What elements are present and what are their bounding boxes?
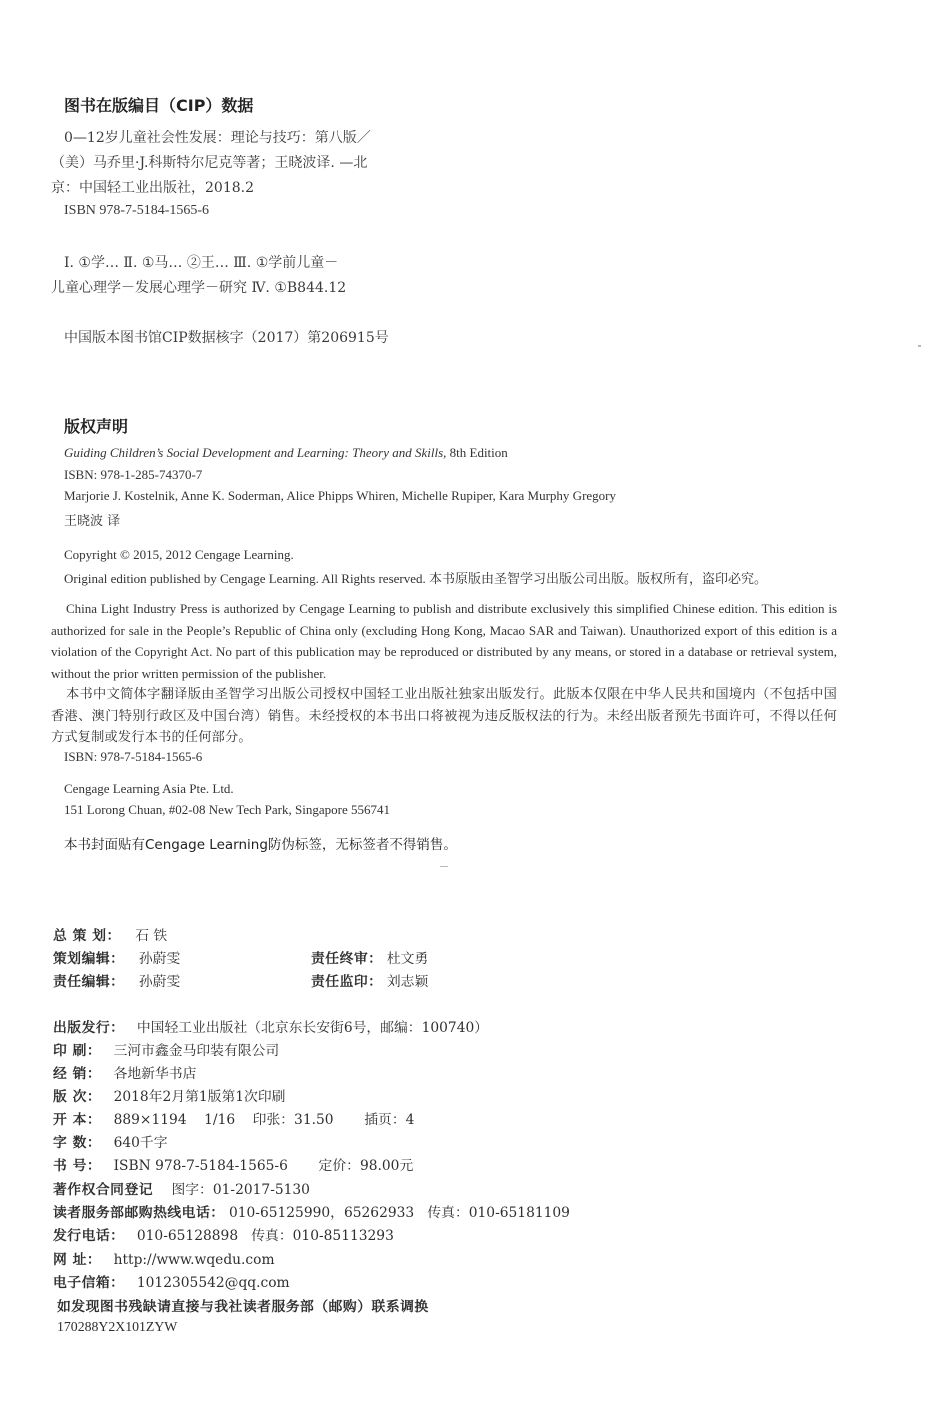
scan-mark: [440, 866, 448, 867]
translator: 王晓波 译: [64, 514, 121, 529]
imprint-value: 2018年2月第1版第1次印刷: [113, 1089, 286, 1105]
imprint-label: 书 号：: [53, 1158, 102, 1174]
credit-final-review: [311, 947, 428, 967]
imprint-label: 著作权合同登记: [53, 1182, 154, 1198]
credit-label: 责任编辑：: [53, 974, 125, 990]
cip-line: 0—12岁儿童社会性发展：理论与技巧：第八版／: [64, 130, 371, 146]
credit-value: 石 铁: [135, 928, 168, 944]
imprint-label: 版 次：: [53, 1089, 102, 1105]
cip-isbn: ISBN 978-7-5184-1565-6: [64, 203, 210, 218]
credit-label: 总 策 划：: [53, 928, 121, 944]
imprint-value: ISBN 978-7-5184-1565-6 定价：98.00元: [113, 1158, 414, 1174]
imprint-printer: [53, 1039, 279, 1059]
imprint-isbn: [53, 1154, 413, 1174]
copyright-line: Copyright © 2015, 2012 Cengage Learning.: [64, 547, 294, 562]
credit-label: 责任监印：: [311, 974, 383, 990]
print-code: 170288Y2X101ZYW: [57, 1319, 178, 1334]
cip-line: 京：中国轻工业出版社，2018.2: [51, 180, 254, 196]
original-title-line: [64, 445, 508, 461]
imprint-label: 发行电话：: [53, 1228, 125, 1244]
imprint-label: 读者服务部邮购热线电话：: [53, 1205, 225, 1221]
imprint-word-count: [53, 1131, 168, 1151]
imprint-label: 经 销：: [53, 1066, 102, 1082]
cip-classification: 儿童心理学－发展心理学－研究 Ⅳ. ①B844.12: [51, 280, 347, 296]
imprint-value: 图字：01-2017-5130: [171, 1182, 310, 1198]
credit-label: 责任终审：: [311, 951, 383, 967]
imprint-contract: [53, 1178, 310, 1198]
defect-notice: 如发现图书残缺请直接与我社读者服务部（邮购）联系调换: [57, 1299, 429, 1315]
original-edition-notice: Original edition published by Cengage Learning. All Rights reserved. 本书原版由圣智学习出版公司出版。版权所有，盗印必究。: [64, 571, 768, 586]
publisher-address: 151 Lorong Chuan, #02-08 New Tech Park, Singapore 556741: [64, 802, 390, 817]
chinese-edition-isbn: ISBN: 978-7-5184-1565-6: [64, 749, 203, 764]
imprint-label: 出版发行：: [53, 1020, 125, 1036]
imprint-value: 889×1194 1/16 印张：31.50 插页：4: [113, 1112, 415, 1128]
imprint-value: http://www.wqedu.com: [113, 1252, 275, 1268]
cip-line: （美）马乔里·J.科斯特尔尼克等著；王晓波译. —北: [51, 155, 368, 171]
imprint-format: [53, 1108, 414, 1128]
credit-chief-planner: [53, 924, 167, 944]
imprint-value: 三河市鑫金马印装有限公司: [113, 1043, 280, 1059]
scan-mark: [918, 345, 921, 347]
credit-value: 刘志颖: [386, 974, 429, 990]
imprint-label: 电子信箱：: [53, 1275, 125, 1291]
publisher-company: Cengage Learning Asia Pte. Ltd.: [64, 781, 234, 796]
anti-counterfeit-notice: 本书封面贴有Cengage Learning防伪标签，无标签者不得销售。: [64, 837, 457, 853]
credit-value: 孙蔚雯: [138, 951, 181, 967]
imprint-website: [53, 1248, 275, 1268]
imprint-sales-phone: [53, 1224, 394, 1244]
cip-heading: 图书在版编目（CIP）数据: [64, 96, 254, 115]
credit-responsible-editor: [53, 970, 180, 990]
imprint-value: 中国轻工业出版社（北京东长安街6号，邮编：100740）: [136, 1020, 489, 1036]
imprint-label: 印 刷：: [53, 1043, 102, 1059]
imprint-label: 字 数：: [53, 1135, 102, 1151]
imprint-distributor: [53, 1062, 196, 1082]
credit-label: 策划编辑：: [53, 951, 125, 967]
copyright-heading: 版权声明: [64, 417, 129, 436]
imprint-value: 1012305542@qq.com: [136, 1275, 290, 1291]
imprint-label: 开 本：: [53, 1112, 102, 1128]
credit-planning-editor: [53, 947, 180, 967]
cip-classification: Ⅰ. ①学… Ⅱ. ①马… ②王… Ⅲ. ①学前儿童－: [64, 255, 339, 271]
authors: Marjorie J. Kostelnik, Anne K. Soderman, Alice Phipps Whiren, Michelle Rupiper, Kara Murphy Gregory: [64, 488, 616, 503]
imprint-label: 网 址：: [53, 1252, 102, 1268]
original-title: Guiding Children’s Social Development and Learning: Theory and Skills,: [64, 445, 447, 460]
original-edition-label: 8th Edition: [446, 445, 508, 460]
imprint-reader-service: [53, 1201, 570, 1221]
imprint-email: [53, 1271, 290, 1291]
imprint-value: 010-65128898 传真：010-85113293: [136, 1228, 394, 1244]
credit-value: 孙蔚雯: [138, 974, 181, 990]
imprint-value: 各地新华书店: [113, 1066, 197, 1082]
imprint-value: 640千字: [113, 1135, 168, 1151]
cip-record-number: 中国版本图书馆CIP数据核字（2017）第206915号: [64, 330, 389, 346]
authorization-paragraph-zh: 本书中文简体字翻译版由圣智学习出版公司授权中国轻工业出版社独家出版发行。此版本仅限在中华人民共和国境内（不包括中国香港、澳门特别行政区及中国台湾）销售。未经授权的本书出口将被视为违反版权法的行为。未经出版者预先书面许可，不得以任何方式复制或发行本书的任何部分。: [51, 687, 837, 745]
imprint-value: 010-65125990，65262933 传真：010-65181109: [228, 1205, 570, 1221]
original-isbn: ISBN: 978-1-285-74370-7: [64, 467, 203, 482]
credit-value: 杜文勇: [386, 951, 429, 967]
credit-print-supervisor: [311, 970, 428, 990]
imprint-publisher: [53, 1016, 488, 1036]
imprint-edition: [53, 1085, 285, 1105]
authorization-paragraph-en: China Light Industry Press is authorized by Cengage Learning to publish and distribute exclusively this simplified Chinese edition. This edition is authorized for sale in the People’s Republic of China only (excluding Hong Kong, Macao SAR and Taiwan). Unauthorized export of this edition is a violation of the Copyright Act. No part of this publication may be reproduced or distributed by any means, or stored in a database or retrieval system, without the prior written permission of the publisher.: [51, 601, 837, 681]
